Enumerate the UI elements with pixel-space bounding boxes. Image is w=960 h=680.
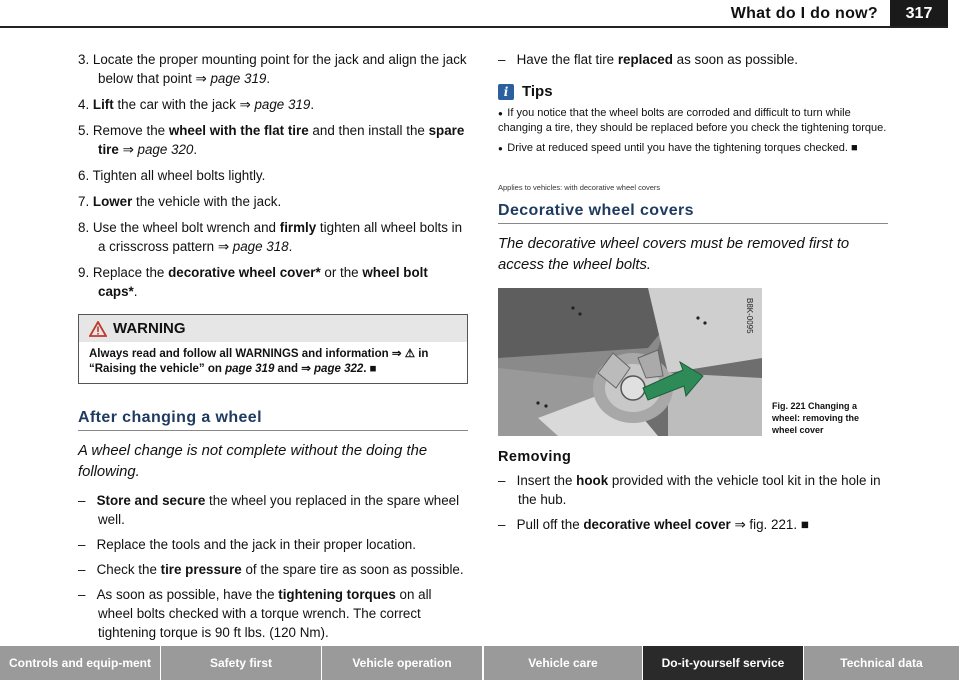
page-number: 317	[890, 0, 948, 28]
list-item	[78, 560, 468, 579]
list-item	[78, 585, 468, 642]
text-run: . ■	[363, 363, 377, 375]
text-run: the car with the jack	[113, 97, 240, 112]
list-item	[498, 50, 888, 69]
text-run: As soon as possible, have the	[96, 587, 279, 602]
tip-text: Drive at reduced speed until you have the tightening torques checked. ■	[507, 142, 858, 154]
text-run: firmly	[279, 220, 317, 235]
footer-tab-diy-service[interactable]: Do-it-yourself service	[643, 646, 803, 680]
step-number: 8.	[78, 220, 93, 235]
text-run: Tighten all wheel bolts lightly.	[92, 168, 266, 183]
text-run: page 318	[232, 239, 289, 254]
step-item	[78, 218, 468, 256]
running-head: What do I do now?	[730, 5, 878, 22]
text-run: Remove the	[92, 123, 169, 138]
section-title-after-changing: After changing a wheel	[78, 408, 468, 431]
text-run: the wheel you replaced in the spare wheel well.	[98, 493, 460, 527]
step-item	[78, 50, 468, 88]
text-run: Lower	[92, 194, 133, 209]
warning-triangle-icon	[89, 321, 107, 337]
text-run: page 319	[210, 71, 267, 86]
left-column	[78, 50, 468, 648]
dash-marker: –	[78, 537, 97, 552]
step-item	[78, 166, 468, 185]
text-run: .	[288, 239, 293, 254]
figure-caption: Fig. 221 Changing a wheel: removing the wheel cover	[772, 401, 860, 435]
dash-marker: –	[498, 473, 517, 488]
text-run: ⇒ fig. 221. ■	[730, 517, 809, 532]
section-intro: The decorative wheel covers must be removed first to access the wheel bolts.	[498, 236, 850, 273]
step-number: 3.	[78, 52, 93, 67]
step-item	[78, 95, 468, 114]
wheel-illustration	[498, 288, 762, 436]
list-item	[498, 471, 888, 509]
footer-tab-technical-data[interactable]: Technical data	[804, 646, 959, 680]
tips-list	[498, 106, 888, 156]
wheel-cover-illustration	[498, 288, 762, 436]
figure-id: B8K-0095	[745, 298, 754, 334]
dash-marker: –	[78, 493, 97, 508]
text-run: Always read and follow all WARNINGS and information ⇒ ⚠ in “Raising the vehicle” on	[89, 348, 429, 375]
bullet-marker: ●	[498, 144, 508, 153]
tips-title: Tips	[522, 83, 553, 100]
list-item	[78, 491, 468, 529]
step-item	[78, 192, 468, 211]
text-run: provided with the vehicle tool kit in the hole in the hub.	[518, 473, 881, 507]
text-run: .	[133, 284, 138, 299]
bullet-marker: ●	[498, 109, 508, 118]
step-number: 7.	[78, 194, 93, 209]
text-run: hook	[576, 473, 609, 488]
text-run: Store and secure	[96, 493, 206, 508]
text-run: and ⇒	[274, 363, 315, 375]
text-run: decorative wheel cover	[583, 517, 731, 532]
section-title-wheel-covers: Decorative wheel covers	[498, 201, 888, 224]
text-run: Use the wheel bolt wrench and	[92, 220, 280, 235]
warning-title: WARNING	[113, 320, 186, 337]
text-run: decorative wheel cover*	[168, 265, 321, 280]
text-run: .	[193, 142, 198, 157]
text-run: tightening torques	[278, 587, 396, 602]
text-run: Replace the tools and the jack in their proper location.	[96, 537, 416, 552]
text-run: page 320	[137, 142, 194, 157]
warning-text	[79, 342, 467, 383]
text-run: wheel bolt caps*	[98, 265, 428, 299]
text-run: the vehicle with the jack.	[132, 194, 282, 209]
text-run: page 319	[225, 363, 275, 375]
dash-marker: –	[498, 517, 517, 532]
tips-header	[498, 82, 888, 101]
footer-tab-operation[interactable]: Vehicle operation	[322, 646, 482, 680]
step-number: 5.	[78, 123, 93, 138]
removing-list	[498, 471, 888, 534]
text-run: spare tire	[98, 123, 465, 157]
text-run: Insert the	[516, 473, 577, 488]
footer-tab-vehicle-care[interactable]: Vehicle care	[484, 646, 642, 680]
tip-item	[498, 106, 888, 136]
step-number: 4.	[78, 97, 93, 112]
info-icon: i	[498, 84, 514, 100]
footer-tab-controls[interactable]: Controls and equip-ment	[0, 646, 160, 680]
list-item	[498, 515, 888, 534]
text-run: ⇒	[217, 239, 233, 254]
list-item	[78, 535, 468, 554]
applies-to-note: Applies to vehicles: with decorative wheel covers	[498, 183, 661, 192]
text-run: wheel with the flat tire	[168, 123, 309, 138]
tip-text: If you notice that the wheel bolts are corroded and difficult to turn while changing a tire, they should be replaced before you check the tightening torque.	[498, 107, 887, 134]
text-run: ⇒	[118, 142, 138, 157]
text-run: Pull off the	[516, 517, 584, 532]
text-run: or the	[320, 265, 363, 280]
text-run: ⇒	[239, 97, 255, 112]
text-run: tighten all wheel bolts in a crisscross pattern	[98, 220, 463, 254]
text-run: Have the flat tire	[516, 52, 618, 67]
removing-title: Removing	[498, 449, 572, 465]
text-run: Lift	[92, 97, 114, 112]
text-run: of the spare tire as soon as possible.	[241, 562, 464, 577]
text-run: Replace the	[92, 265, 169, 280]
footer-nav	[0, 646, 960, 680]
section-intro: A wheel change is not complete without the doing the following.	[78, 443, 428, 480]
text-run: Check the	[96, 562, 161, 577]
text-run: on all wheel bolts checked with a torque wrench. The correct tightening torque is 90 ft lbs. (120 Nm).	[98, 587, 432, 640]
step-number: 6.	[78, 168, 93, 183]
text-run: tire pressure	[160, 562, 242, 577]
dash-marker: –	[498, 52, 517, 67]
text-run: page 322	[314, 363, 364, 375]
text-run: .	[266, 71, 271, 86]
text-run: .	[310, 97, 315, 112]
warning-box	[78, 314, 468, 384]
text-run: as soon as possible.	[672, 52, 798, 67]
header-rule	[0, 26, 948, 28]
step-list	[78, 50, 468, 301]
dash-marker: –	[78, 562, 97, 577]
text-run: ⇒	[195, 71, 211, 86]
text-run: and then install the	[308, 123, 429, 138]
text-run: page 319	[254, 97, 311, 112]
step-item	[78, 121, 468, 159]
dash-marker: –	[78, 587, 97, 602]
right-column	[498, 50, 888, 540]
step-number: 9.	[78, 265, 93, 280]
after-change-list	[78, 491, 468, 642]
text-run: replaced	[617, 52, 673, 67]
warning-header	[79, 315, 467, 342]
figure-row	[498, 288, 888, 436]
footer-tab-safety[interactable]: Safety first	[161, 646, 321, 680]
tip-item	[498, 141, 888, 156]
text-run: Locate the proper mounting point for the jack and align the jack below that point	[92, 52, 467, 86]
step-item	[78, 263, 468, 301]
